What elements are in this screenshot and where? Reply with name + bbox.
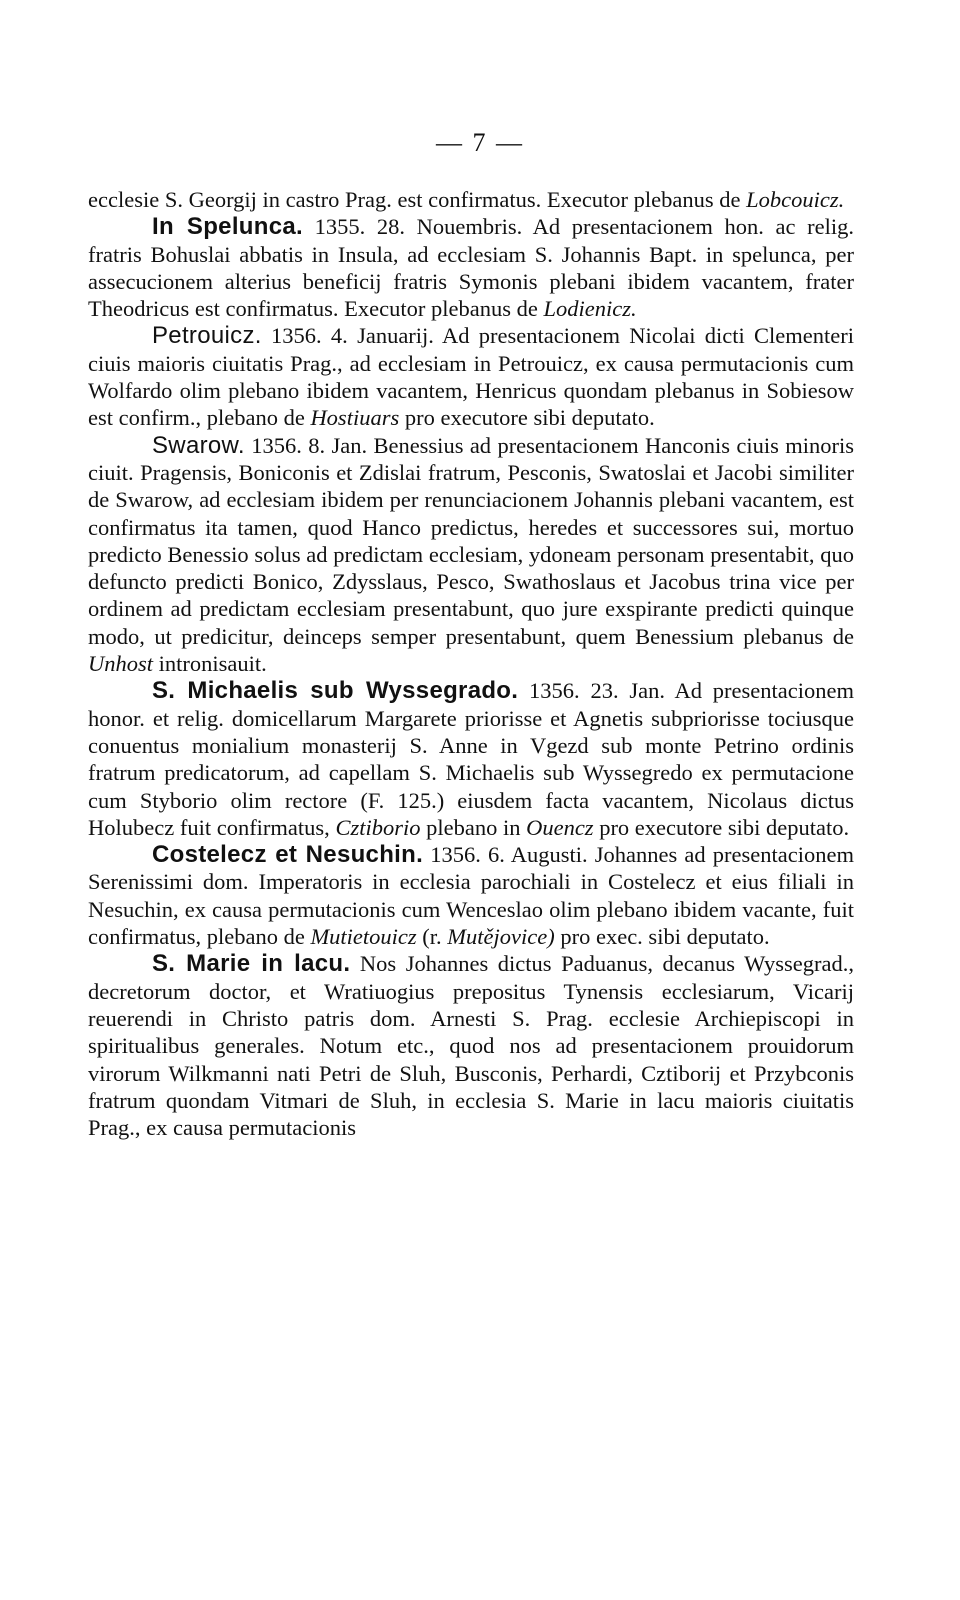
entry-title: S. Marie in lacu. — [152, 950, 351, 978]
entry-title: Petrouicz. — [152, 322, 262, 350]
place-name-italic: Mutietouicz — [310, 924, 417, 950]
entry-costelecz — [88, 841, 854, 950]
place-name-italic: Mutějovice) — [447, 924, 555, 950]
text-segment: ecclesie S. Georgij in castro Prag. est confirmatus. Executor plebanus de — [88, 187, 747, 212]
entry-swarow — [88, 432, 854, 678]
place-name-italic: Hostiuars — [310, 405, 400, 431]
text-segment: (r. — [416, 924, 448, 950]
text-segment: 1356. 4. Januarij. Ad presentacionem Nicolai dicti Clementeri ciuis maioris ciuitatis Prag., ad ecclesiam in Petrouicz, ex causa permutacionis cum Wolfardo olim plebano ibidem vacantem, Henricus quondam plebanus in Sobiesow est confirm., plebano de — [88, 323, 854, 431]
document-body — [88, 186, 854, 1141]
place-name-italic: Lodienicz. — [543, 296, 637, 322]
place-name-italic: Ouencz — [526, 814, 594, 840]
text-segment: pro exec. sibi deputato. — [554, 924, 770, 950]
text-segment: plebano in — [420, 814, 527, 840]
entry-title: In Spelunca. — [152, 213, 303, 241]
text-segment: Nos Johannes dictus Paduanus, decanus Wyssegrad., decretorum doctor, et Wratiuogius prepositus Tynensis ecclesiarum, Vicarij reuerendi in Christo patris dom. Arnesti S. Prag. ecclesie Archiepiscopi in spiritualibus generales. Notum etc., quod nos ad presentacionem prouidorum virorum Wilkmanni nati Petri de Sluh, Busconis, Perhardi, Cztiborij et Przybconis fratrum quondam Vitmari de Sluh, in ecclesia S. Marie in lacu maioris ciuitatis Prag., ex causa permutacionis — [88, 951, 854, 1141]
place-name-italic: Lobcouicz. — [746, 187, 845, 212]
entry-title: Costelecz et Nesuchin. — [152, 841, 424, 869]
entry-s-marie-in-lacu — [88, 950, 854, 1141]
text-segment: 1355. 28. Nouembris. Ad presentacionem hon. ac relig. fratris Bohuslai abbatis in Insula, ad ecclesiam S. Johannis Bapt. in spelunca, per assecucionem alterius beneficij fratris Symonis plebani ibidem vacantem, frater Theodricus est confirmatus. Executor plebanus de — [88, 214, 854, 322]
entry-s-michaelis — [88, 677, 854, 841]
continuation-paragraph — [88, 186, 854, 213]
place-name-italic: Unhost — [88, 651, 154, 677]
text-segment: pro executore sibi deputato. — [593, 814, 850, 840]
entry-title: S. Michaelis sub Wyssegrado. — [152, 677, 519, 705]
entry-title: Swarow. — [152, 431, 245, 459]
person-name-italic: Cztiborio — [335, 814, 421, 840]
text-segment: 1356. 23. Jan. Ad presentacionem honor. et relig. domicellarum Margarete priorisse et Agnetis subpriorisse tociusque conuentus monialium monasterij S. Anne in Vgezd sub monte Petrino ordinis fratrum predicatorum, ad capellam S. Michaelis sub Wyssegredo ex permutacione cum Styborio olim rectore (F. 125.) eiusdem facta vacantem, Nicolaus dictus Holubecz fuit confirmatus, — [88, 678, 854, 840]
entry-petrouicz — [88, 322, 854, 431]
page-number: — 7 — — [436, 128, 524, 157]
text-segment: pro executore sibi deputato. — [399, 405, 655, 431]
text-segment: 1356. 6. Augusti. Johannes ad presentacionem Serenissimi dom. Imperatoris in ecclesia parochiali in Costelecz et eius filiali in Nesuchin, ex causa permutacionis cum Wenceslao olim plebano ibidem vacante, fuit confirmatus, plebano de — [88, 842, 854, 950]
text-segment: 1356. 8. Jan. Benessius ad presentacionem Hanconis ciuis minoris ciuit. Pragensis, Boniconis et Zdislai fratrum, Pesconis, Swatoslai et Jacobi similiter de Swarow, ad ecclesiam ibidem per renunciacionem Johannis plebani vacantem, est confirmatus ita tamen, quod Hanco predictus, heredes et successores sui, mortuo predicto Benessio solus ad predictam ecclesiam, ydoneam personam presentabit, quo defuncto predicti Bonico, Zdysslaus, Pesco, Swathoslaus et Jacobus trina vice per ordinem ad predictam ecclesiam presentabunt, quo jure exspirante predicti quinque modo, ut predicitur, deinceps semper presentabunt, quem Benessium plebanus de — [88, 432, 854, 649]
text-segment: intronisauit. — [153, 651, 267, 677]
entry-in-spelunca — [88, 213, 854, 322]
